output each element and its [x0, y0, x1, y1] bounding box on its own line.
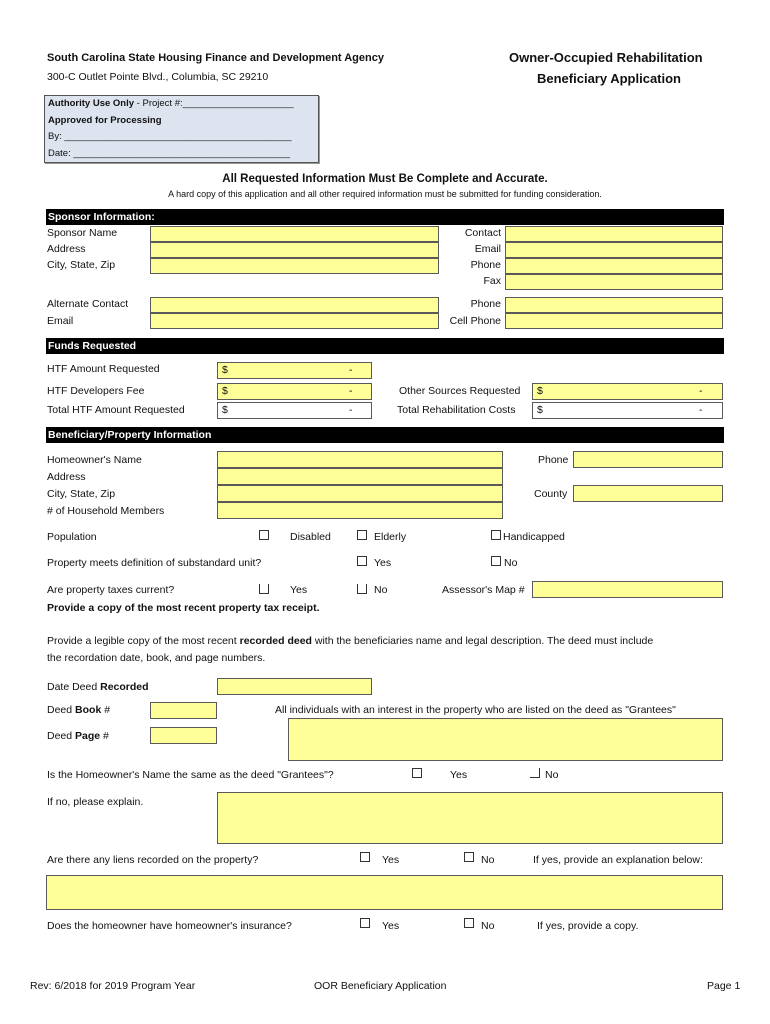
same-name-yes-checkbox[interactable]	[412, 768, 422, 778]
homeowner-name-label: Homeowner's Name	[47, 454, 142, 466]
deed-instructions-line2: the recordation date, book, and page numbers.	[47, 652, 266, 664]
notice-heading: All Requested Information Must Be Complete and Accurate.	[222, 173, 548, 185]
same-name-yes-label: Yes	[450, 769, 468, 781]
alt-phone-field[interactable]	[505, 297, 723, 313]
form-title-line2: Beneficiary Application	[537, 71, 681, 86]
cell-phone-field[interactable]	[505, 313, 723, 329]
fax-field[interactable]	[505, 274, 723, 290]
same-name-no-checkbox[interactable]	[530, 768, 540, 778]
deed-page-label-b: #	[100, 730, 109, 742]
other-sources-label: Other Sources Requested	[399, 385, 521, 397]
total-htf-field	[217, 402, 372, 419]
county-field[interactable]	[573, 485, 723, 502]
explain-field[interactable]	[217, 792, 723, 844]
substandard-question: Property meets definition of substandard unit?	[47, 557, 262, 569]
footer-title: OOR Beneficiary Application	[314, 980, 447, 992]
grantees-note: All individuals with an interest in the property who are listed on the deed as "Grantees"	[275, 704, 676, 716]
sponsor-city-field[interactable]	[150, 258, 439, 274]
substandard-no-label: No	[504, 557, 518, 569]
amount-value: -	[349, 385, 353, 397]
authority-box	[44, 95, 319, 163]
household-members-field[interactable]	[217, 502, 503, 519]
alt-email-label: Email	[47, 315, 74, 327]
grantees-field[interactable]	[288, 718, 723, 761]
by-line: By: ___________________________________________	[48, 131, 292, 142]
assessor-map-label: Assessor's Map #	[442, 584, 525, 596]
deed-book-label-bold: Book	[75, 704, 102, 716]
insurance-yes-checkbox[interactable]	[360, 918, 370, 928]
email-field[interactable]	[505, 242, 723, 258]
currency-symbol: $	[222, 404, 228, 416]
htf-dev-fee-field[interactable]	[217, 383, 372, 400]
taxes-no-label: No	[374, 584, 388, 596]
footer-revision: Rev: 6/2018 for 2019 Program Year	[30, 980, 196, 992]
currency-symbol: $	[222, 364, 228, 376]
substandard-yes-label: Yes	[374, 557, 392, 569]
total-rehab-label: Total Rehabilitation Costs	[397, 404, 516, 416]
project-number-line: - Project #:_____________________	[134, 98, 294, 109]
deed-book-label-a: Deed	[47, 704, 76, 716]
total-htf-label: Total HTF Amount Requested	[47, 404, 185, 416]
total-rehab-field	[532, 402, 723, 419]
sponsor-section-bar: Sponsor Information:	[46, 209, 724, 225]
substandard-yes-checkbox[interactable]	[357, 556, 367, 566]
taxes-no-checkbox[interactable]	[357, 584, 367, 594]
deed-book-label	[47, 704, 110, 716]
taxes-yes-label: Yes	[290, 584, 308, 596]
htf-dev-fee-label: HTF Developers Fee	[47, 385, 145, 397]
handicapped-checkbox[interactable]	[491, 530, 501, 540]
email-label: Email	[474, 243, 501, 255]
alt-contact-label: Alternate Contact	[47, 298, 129, 310]
amount-value: -	[699, 385, 703, 397]
alt-email-field[interactable]	[150, 313, 439, 329]
homeowner-city-label: City, State, Zip	[47, 488, 116, 500]
deed-book-label-b: #	[101, 704, 111, 716]
disabled-checkbox[interactable]	[259, 530, 269, 540]
tax-receipt-note: Provide a copy of the most recent property tax receipt.	[47, 602, 320, 614]
date-line: Date: _________________________________________	[48, 147, 290, 159]
substandard-no-checkbox[interactable]	[491, 556, 501, 566]
deed-page-field[interactable]	[150, 727, 217, 744]
form-title-line1: Owner-Occupied Rehabilitation	[509, 50, 703, 65]
alt-contact-field[interactable]	[150, 297, 439, 313]
alt-phone-label: Phone	[470, 298, 501, 310]
footer-page-number: Page 1	[707, 980, 741, 992]
deed-instructions-b: with the beneficiaries name and legal description. The deed must include	[311, 635, 654, 647]
liens-no-label: No	[481, 854, 495, 866]
amount-value: -	[699, 404, 703, 416]
insurance-yes-label: Yes	[382, 920, 400, 932]
htf-amount-field[interactable]	[217, 362, 372, 379]
same-name-no-label: No	[545, 769, 559, 781]
liens-note: If yes, provide an explanation below:	[533, 854, 703, 866]
currency-symbol: $	[537, 385, 543, 397]
explain-label: If no, please explain.	[47, 796, 144, 808]
same-name-question: Is the Homeowner's Name the same as the deed "Grantees"?	[47, 769, 334, 781]
handicapped-label: Handicapped	[503, 531, 565, 543]
sponsor-address-label: Address	[47, 243, 86, 255]
liens-yes-checkbox[interactable]	[360, 852, 370, 862]
deed-instructions-a: Provide a legible copy of the most recent	[47, 635, 240, 647]
insurance-question: Does the homeowner have homeowner's insurance?	[47, 920, 292, 932]
beneficiary-section-bar: Beneficiary/Property Information	[46, 427, 724, 443]
deed-page-label	[47, 730, 109, 742]
liens-question: Are there any liens recorded on the property?	[47, 854, 259, 866]
county-label: County	[534, 488, 568, 500]
deed-page-label-a: Deed	[47, 730, 76, 742]
fax-label: Fax	[483, 275, 501, 287]
homeowner-address-field[interactable]	[217, 468, 503, 485]
liens-no-checkbox[interactable]	[464, 852, 474, 862]
funds-section-bar: Funds Requested	[46, 338, 724, 354]
approved-for-processing: Approved for Processing	[48, 114, 162, 126]
deed-instructions-bold: recorded deed	[239, 635, 312, 647]
liens-explanation-field[interactable]	[46, 875, 723, 910]
phone-field[interactable]	[505, 258, 723, 274]
cell-phone-label: Cell Phone	[449, 315, 501, 327]
elderly-label: Elderly	[374, 531, 407, 543]
other-sources-field[interactable]	[532, 383, 723, 400]
currency-symbol: $	[222, 385, 228, 397]
deed-page-label-bold: Page	[75, 730, 101, 742]
taxes-yes-checkbox[interactable]	[259, 584, 269, 594]
sponsor-city-label: City, State, Zip	[47, 259, 116, 271]
notice-sub: A hard copy of this application and all other required information must be submitted for funding consideration.	[168, 189, 602, 199]
date-recorded-label	[47, 681, 149, 693]
homeowner-city-field[interactable]	[217, 485, 503, 502]
authority-use-only: Authority Use Only	[48, 98, 135, 109]
taxes-question: Are property taxes current?	[47, 584, 175, 596]
deed-instructions	[47, 633, 653, 667]
assessor-map-field[interactable]	[532, 581, 723, 598]
amount-value: -	[349, 364, 353, 376]
deed-book-field[interactable]	[150, 702, 217, 719]
homeowner-name-field[interactable]	[217, 451, 503, 468]
date-recorded-label-bold: Recorded	[100, 681, 149, 693]
agency-address: 300-C Outlet Pointe Blvd., Columbia, SC 29210	[47, 71, 269, 83]
disabled-label: Disabled	[290, 531, 331, 543]
currency-symbol: $	[537, 404, 543, 416]
sponsor-name-field[interactable]	[150, 226, 439, 242]
elderly-checkbox[interactable]	[357, 530, 367, 540]
contact-label: Contact	[464, 227, 501, 239]
phone-label: Phone	[470, 259, 501, 271]
homeowner-phone-label: Phone	[538, 454, 569, 466]
population-label: Population	[47, 531, 97, 543]
date-recorded-label-a: Date Deed	[47, 681, 101, 693]
household-members-label: # of Household Members	[47, 505, 165, 517]
date-recorded-field[interactable]	[217, 678, 372, 695]
amount-value: -	[349, 404, 353, 416]
homeowner-phone-field[interactable]	[573, 451, 723, 468]
sponsor-address-field[interactable]	[150, 242, 439, 258]
liens-yes-label: Yes	[382, 854, 400, 866]
insurance-note: If yes, provide a copy.	[537, 920, 639, 932]
insurance-no-checkbox[interactable]	[464, 918, 474, 928]
insurance-no-label: No	[481, 920, 495, 932]
homeowner-address-label: Address	[47, 471, 86, 483]
contact-field[interactable]	[505, 226, 723, 242]
sponsor-name-label: Sponsor Name	[47, 227, 118, 239]
agency-name: South Carolina State Housing Finance and Development Agency	[47, 52, 384, 64]
htf-amount-label: HTF Amount Requested	[47, 363, 160, 375]
